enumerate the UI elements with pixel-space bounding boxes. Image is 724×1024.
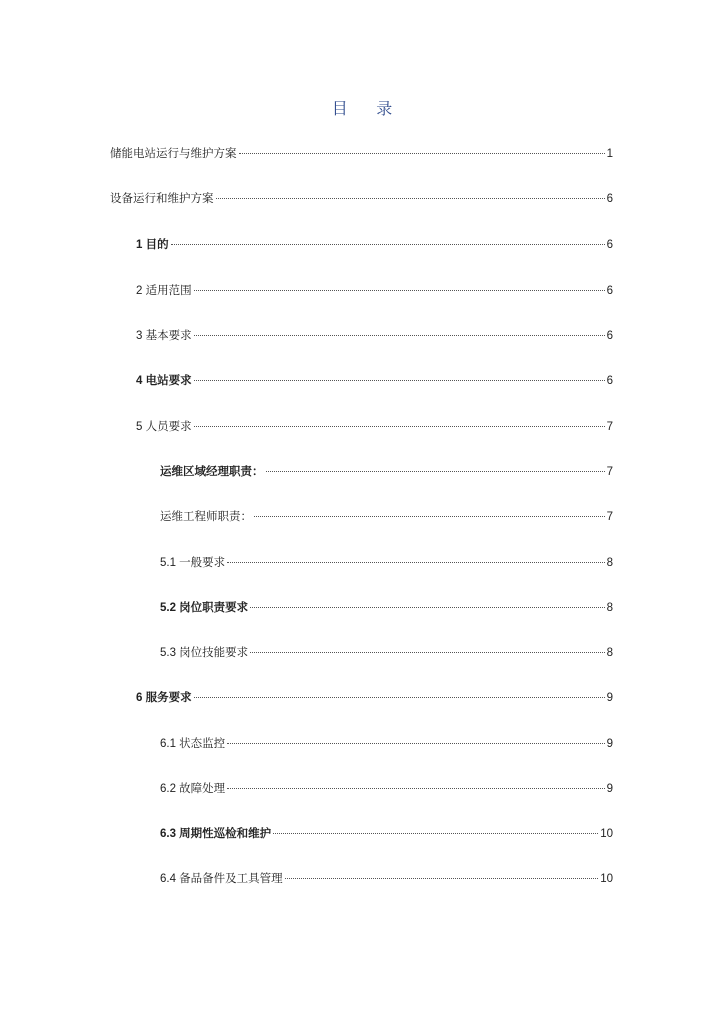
toc-entry[interactable] — [110, 146, 613, 162]
dot-leader — [250, 652, 604, 653]
dot-leader — [216, 198, 605, 199]
toc-entry-page: 9 — [606, 692, 613, 704]
toc-entry-label: 运维区域经理职责： — [160, 466, 264, 478]
toc-entry-page: 6 — [606, 239, 613, 251]
toc-entry-page: 9 — [606, 783, 613, 795]
dot-leader — [194, 290, 605, 291]
toc-entry-label: 2 适用范围 — [136, 285, 192, 297]
toc-entry-label: 6.1 状态监控 — [160, 738, 226, 750]
toc-title: 目 录 — [331, 101, 405, 118]
toc-entry-page: 6 — [606, 193, 613, 205]
toc-entry-page: 8 — [606, 647, 613, 659]
dot-leader — [227, 788, 604, 789]
toc-entry-label: 储能电站运行与维护方案 — [110, 148, 237, 160]
dot-leader — [239, 153, 605, 154]
toc-entry[interactable] — [136, 419, 613, 435]
toc-entry-label: 6.3 周期性巡检和维护 — [160, 828, 272, 840]
toc-entry-page: 10 — [600, 873, 613, 885]
toc-entry-label: 1 目的 — [136, 239, 169, 251]
toc-entry[interactable] — [136, 237, 613, 253]
toc-entry[interactable] — [136, 328, 613, 344]
toc-entry[interactable] — [136, 690, 613, 706]
toc-entry[interactable] — [160, 509, 613, 525]
toc-entry[interactable] — [160, 871, 613, 887]
toc-entry-page: 6 — [606, 330, 613, 342]
toc-entry[interactable] — [160, 555, 613, 571]
dot-leader — [285, 878, 599, 879]
toc-entry-page: 7 — [606, 466, 613, 478]
toc-entry-page: 6 — [606, 285, 613, 297]
dot-leader — [194, 335, 605, 336]
toc-entry[interactable] — [160, 736, 613, 752]
toc-entry-page: 7 — [606, 511, 613, 523]
toc-entry-label: 5.1 一般要求 — [160, 557, 226, 569]
toc-entry-page: 9 — [606, 738, 613, 750]
toc-entry[interactable] — [160, 781, 613, 797]
toc-entry-label: 设备运行和维护方案 — [110, 193, 214, 205]
dot-leader — [227, 562, 604, 563]
toc-entry-page: 1 — [606, 148, 613, 160]
toc-entry-label: 4 电站要求 — [136, 375, 192, 387]
toc-entry-page: 8 — [606, 557, 613, 569]
dot-leader — [227, 743, 604, 744]
dot-leader — [273, 833, 598, 834]
toc-entry-label: 3 基本要求 — [136, 330, 192, 342]
toc-entry[interactable] — [160, 464, 613, 480]
toc-entry[interactable] — [110, 191, 613, 207]
dot-leader — [194, 426, 605, 427]
toc-entry[interactable] — [136, 373, 613, 389]
dot-leader — [266, 471, 605, 472]
toc-entry[interactable] — [136, 283, 613, 299]
toc-entry-label: 5.2 岗位职责要求 — [160, 602, 249, 614]
toc-entry-label: 5.3 岗位技能要求 — [160, 647, 249, 659]
toc-entry-label: 运维工程师职责： — [160, 511, 252, 523]
toc-entry-label: 6.2 故障处理 — [160, 783, 226, 795]
toc-entry[interactable] — [160, 600, 613, 616]
dot-leader — [194, 697, 605, 698]
toc-entry-page: 10 — [600, 828, 613, 840]
toc-entry-page: 7 — [606, 421, 613, 433]
toc-entry-label: 5 人员要求 — [136, 421, 192, 433]
dot-leader — [194, 380, 605, 381]
toc-entry-page: 8 — [606, 602, 613, 614]
toc-entry-label: 6 服务要求 — [136, 692, 192, 704]
dot-leader — [171, 244, 605, 245]
toc-entry-page: 6 — [606, 375, 613, 387]
toc-entry[interactable] — [160, 826, 613, 842]
toc-entry-label: 6.4 备品备件及工具管理 — [160, 873, 283, 885]
toc-entry[interactable] — [160, 645, 613, 661]
dot-leader — [250, 607, 604, 608]
dot-leader — [254, 516, 605, 517]
